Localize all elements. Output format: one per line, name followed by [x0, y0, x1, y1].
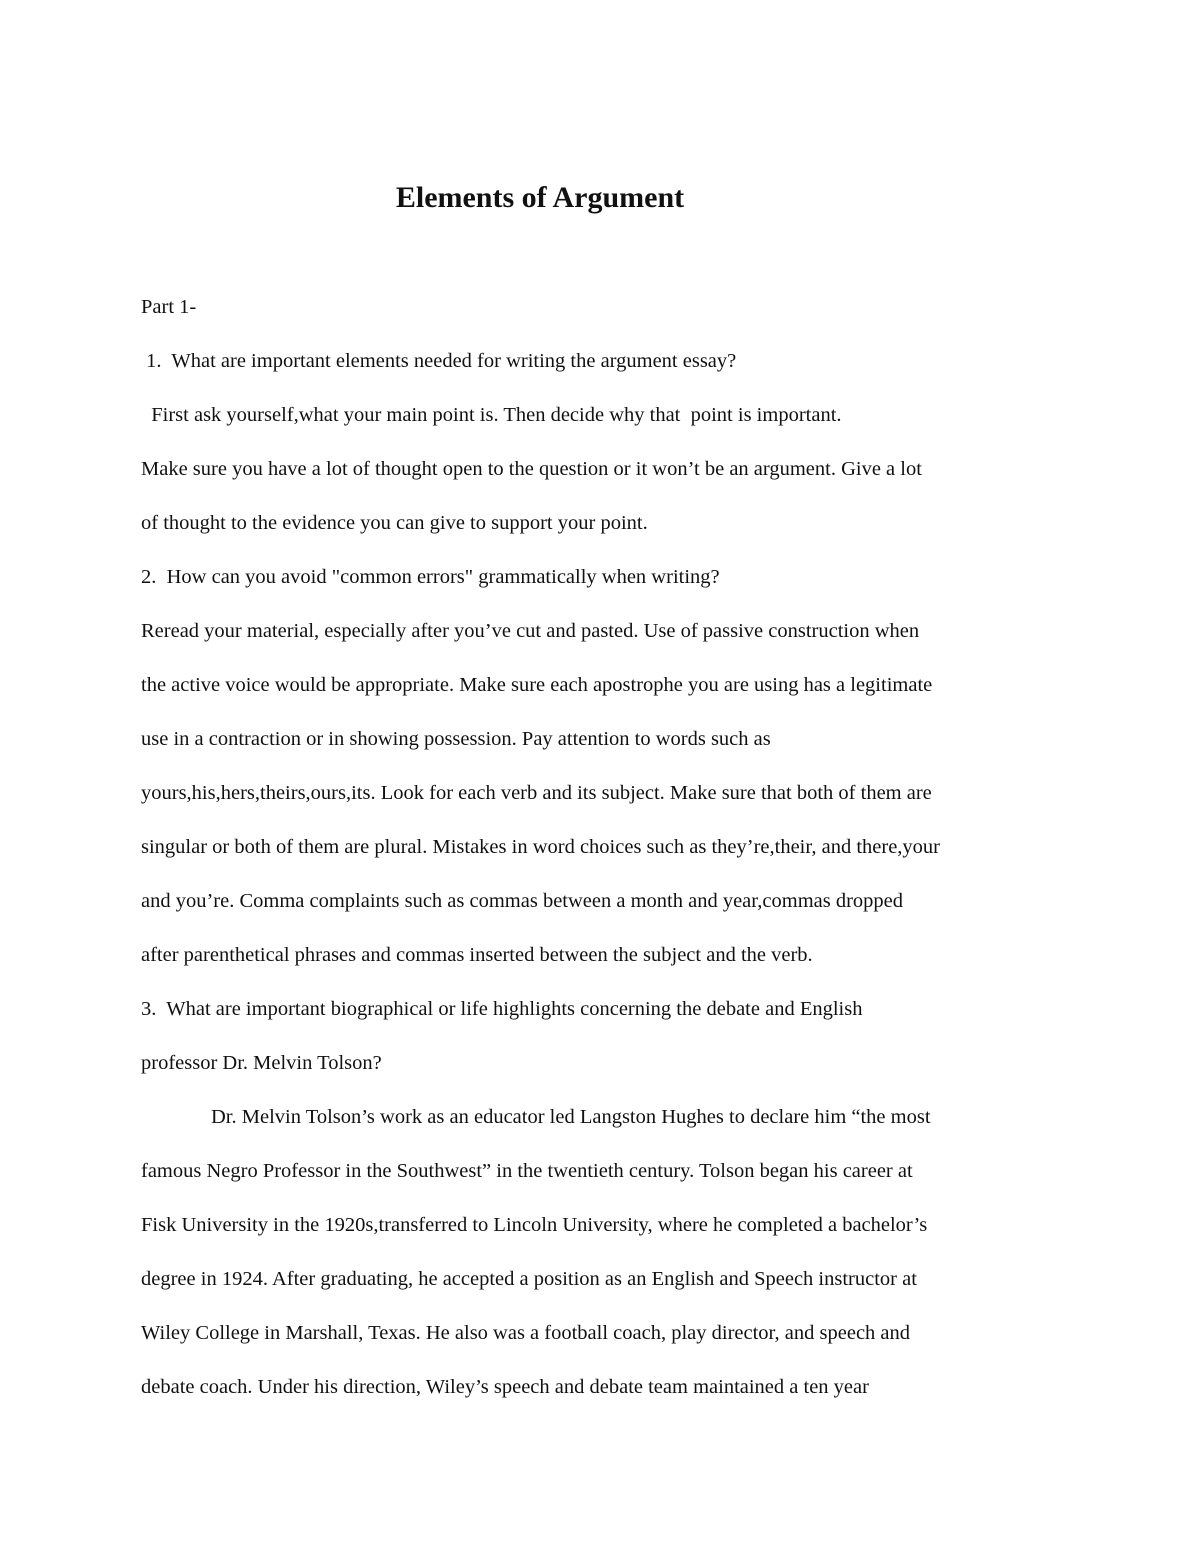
- question-3-line-1: 3. What are important biographical or life highlights concerning the debate and English: [141, 998, 863, 1020]
- question-2: 2. How can you avoid "common errors" grammatically when writing?: [141, 566, 720, 588]
- answer-2-line-3: use in a contraction or in showing possession. Pay attention to words such as: [141, 728, 771, 750]
- answer-1-line-3: of thought to the evidence you can give to support your point.: [141, 512, 648, 534]
- answer-2-line-1: Reread your material, especially after you’ve cut and pasted. Use of passive construction when: [141, 620, 920, 642]
- document-title: Elements of Argument: [395, 181, 685, 214]
- answer-3-line-4: degree in 1924. After graduating, he accepted a position as an English and Speech instructor at: [141, 1268, 917, 1290]
- question-3-line-2: professor Dr. Melvin Tolson?: [141, 1052, 382, 1074]
- answer-2-line-2: the active voice would be appropriate. Make sure each apostrophe you are using has a legitimate: [141, 674, 933, 696]
- answer-1-line-2: Make sure you have a lot of thought open to the question or it won’t be an argument. Give a lot: [141, 458, 922, 480]
- answer-2-line-4: yours,his,hers,theirs,ours,its. Look for each verb and its subject. Make sure that both of them are: [141, 782, 932, 804]
- answer-3-line-3: Fisk University in the 1920s,transferred to Lincoln University, where he completed a bachelor’s: [141, 1214, 928, 1236]
- answer-2-line-6: and you’re. Comma complaints such as commas between a month and year,commas dropped: [141, 890, 904, 912]
- answer-3-line-6: debate coach. Under his direction, Wiley’s speech and debate team maintained a ten year: [141, 1376, 869, 1398]
- answer-1-line-1: First ask yourself,what your main point is. Then decide why that point is important.: [141, 404, 842, 426]
- answer-3-line-1: Dr. Melvin Tolson’s work as an educator led Langston Hughes to declare him “the most: [211, 1106, 931, 1128]
- answer-3-line-2: famous Negro Professor in the Southwest” in the twentieth century. Tolson began his career at: [141, 1160, 913, 1182]
- part-heading: Part 1-: [141, 296, 197, 318]
- question-1: 1. What are important elements needed for writing the argument essay?: [141, 350, 737, 372]
- answer-2-line-5: singular or both of them are plural. Mistakes in word choices such as they’re,their, and there,your: [141, 836, 941, 858]
- answer-3-line-5: Wiley College in Marshall, Texas. He also was a football coach, play director, and speech and: [141, 1322, 911, 1344]
- answer-2-line-7: after parenthetical phrases and commas inserted between the subject and the verb.: [141, 944, 813, 966]
